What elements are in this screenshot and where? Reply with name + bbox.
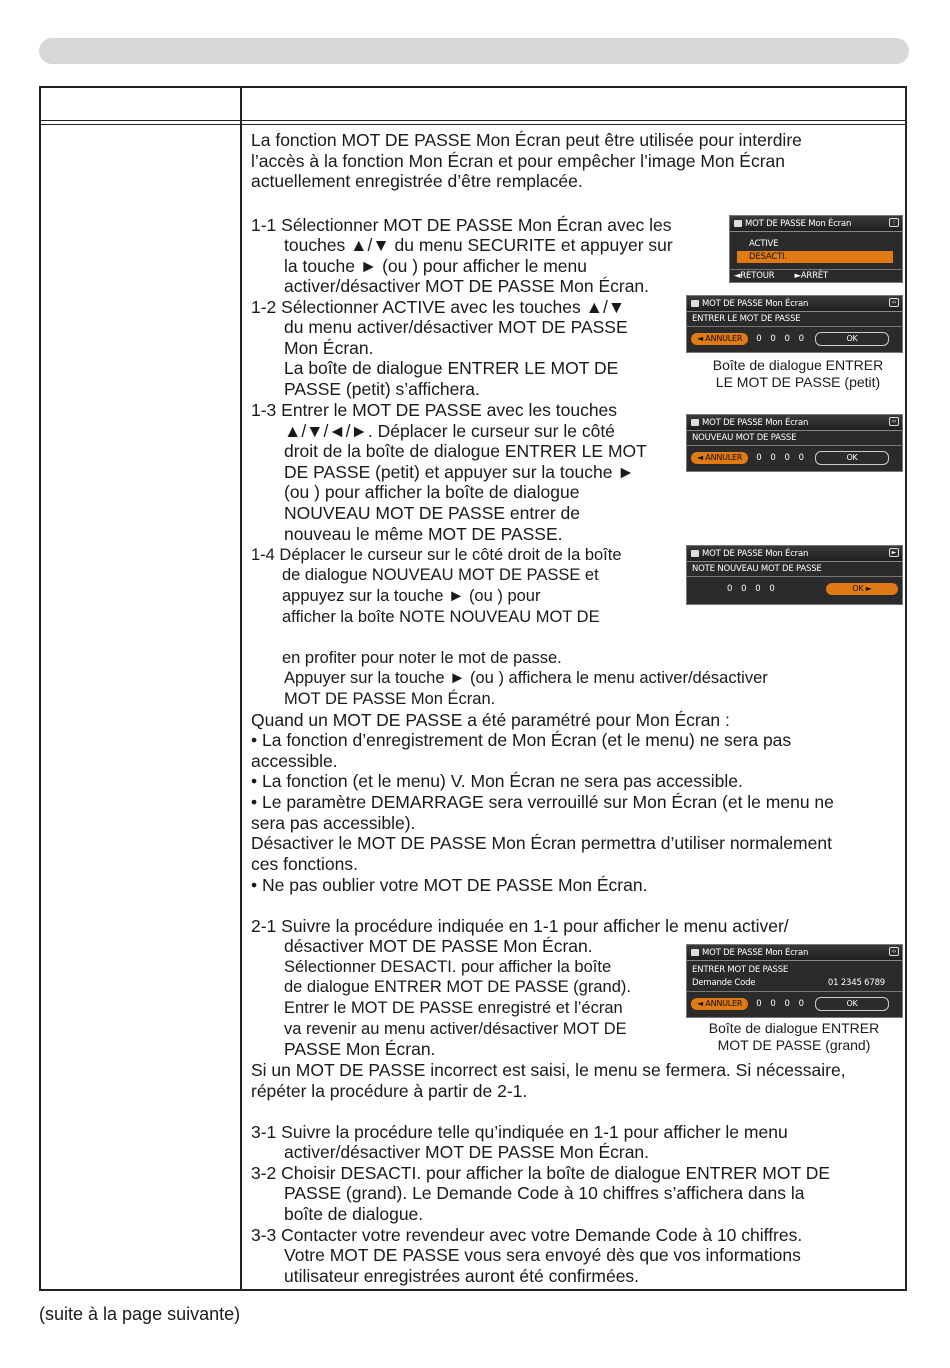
step-line: NOUVEAU MOT DE PASSE entrer de	[284, 503, 580, 523]
osd-ok: OK	[815, 997, 889, 1011]
osd-enter-label: ENTRER LE MOT DE PASSE	[687, 312, 902, 327]
caption-small-line: LE MOT DE PASSE (petit)	[715, 374, 881, 390]
header-row-divider	[39, 120, 907, 121]
step-1-2: 1-2 Sélectionner ACTIVE avec les touches ▲/▼	[251, 297, 626, 317]
step-line: désactiver MOT DE PASSE Mon Écran.	[284, 936, 593, 956]
step-line: appuyez sur la touche ► (ou ) pour	[282, 587, 541, 605]
step-line: PASSE (petit) s’affichera.	[284, 379, 480, 399]
osd-digits: 0 0 0 0	[756, 999, 808, 1009]
note-line: ces fonctions.	[251, 854, 358, 874]
caption-large-line: MOT DE PASSE (grand)	[717, 1037, 871, 1053]
step-line: touches ▲/▼ du menu SECURITE et appuyer sur	[284, 235, 673, 255]
lock-icon	[691, 419, 699, 426]
step-2-1: 2-1 Suivre la procédure indiquée en 1-1 pour afficher le menu activer/	[251, 916, 789, 936]
step-1-3: 1-3 Entrer le MOT DE PASSE avec les touches	[251, 400, 618, 420]
step-line: droit de la boîte de dialogue ENTRER LE MOT	[284, 441, 647, 461]
step-line: afficher la boîte NOTE NOUVEAU MOT DE	[282, 608, 600, 626]
osd-annuler: ◄ ANNULER	[691, 452, 748, 464]
menu-icon: ‹›	[889, 298, 899, 307]
header-bar	[39, 38, 909, 64]
step-line: boîte de dialogue.	[284, 1204, 424, 1224]
osd-menu-desact: DESACTI.	[737, 251, 893, 263]
osd-digits: 0 0 0 0	[756, 334, 808, 344]
step-line: DE PASSE (petit) et appuyer sur la touche ►	[284, 462, 635, 482]
step-1-4: 1-4 Déplacer le curseur sur le côté droit de la boîte	[251, 546, 622, 564]
step-line: ▲/▼/◄/►. Déplacer le curseur sur le côté	[284, 421, 615, 441]
column-divider	[240, 86, 242, 1291]
osd-ok: OK	[815, 332, 889, 346]
step-line: Votre MOT DE PASSE vous sera envoyé dès que vos informations	[284, 1245, 801, 1265]
step-line: Si un MOT DE PASSE incorrect est saisi, le menu se fermera. Si nécessaire,	[251, 1060, 846, 1080]
step-line: PASSE (grand). Le Demande Code à 10 chiffres s’affichera dans la	[284, 1183, 805, 1203]
osd-retour: ◄RETOUR	[734, 271, 775, 281]
note-line: • La fonction (et le menu) V. Mon Écran ne sera pas accessible.	[251, 771, 743, 791]
step-line: de dialogue ENTRER MOT DE PASSE (grand).	[284, 978, 631, 996]
menu-icon: ►	[889, 548, 899, 557]
osd-menu-screenshot	[729, 215, 903, 283]
caption-large-line: Boîte de dialogue ENTRER	[708, 1020, 880, 1036]
step-line: Sélectionner DESACTI. pour afficher la boîte	[284, 958, 612, 976]
step-line: de dialogue NOUVEAU MOT DE PASSE et	[282, 566, 599, 584]
step-line: va revenir au menu activer/désactiver MOT DE	[284, 1020, 627, 1038]
menu-icon: ‹›	[889, 947, 899, 956]
lock-icon	[691, 300, 699, 307]
osd-request-value: 01 2345 6789	[827, 978, 885, 988]
step-line: en profiter pour noter le mot de passe.	[282, 649, 562, 667]
step-3-3: 3-3 Contacter votre revendeur avec votre Demande Code à 10 chiffres.	[251, 1225, 803, 1245]
osd-ok: OK ►	[826, 583, 898, 595]
step-3-1: 3-1 Suivre la procédure telle qu’indiquée en 1-1 pour afficher le menu	[251, 1122, 788, 1142]
osd-request-label: Demande Code	[692, 978, 756, 988]
osd-note-new-password: MOT DE PASSE Mon Écran ► NOTE NOUVEAU MOT DE PASSE 0 0 0 0 OK ►	[686, 545, 903, 605]
note-line: accessible.	[251, 751, 338, 771]
osd-arret: ►ARRÊT	[794, 271, 828, 281]
step-line: nouveau le même MOT DE PASSE.	[284, 524, 563, 544]
intro-line: La fonction MOT DE PASSE Mon Écran peut être utilisée pour interdire	[251, 130, 802, 150]
caption-small-line: Boîte de dialogue ENTRER	[712, 357, 884, 373]
step-line: Mon Écran.	[284, 338, 374, 358]
continued-note: (suite à la page suivante)	[39, 1304, 241, 1324]
step-line: activer/désactiver MOT DE PASSE Mon Écran.	[284, 1142, 650, 1162]
lock-icon	[734, 220, 742, 227]
menu-icon: ‹›	[889, 417, 899, 426]
step-line: (ou ) pour afficher la boîte de dialogue	[284, 482, 580, 502]
note-line: • Le paramètre DEMARRAGE sera verrouillé sur Mon Écran (et le menu ne	[251, 792, 834, 812]
osd-enter-password-small: MOT DE PASSE Mon Écran ‹› ENTRER LE MOT DE PASSE ◄ ANNULER 0 0 0 0 OK	[686, 295, 903, 353]
osd-new-password: MOT DE PASSE Mon Écran ‹› NOUVEAU MOT DE PASSE ◄ ANNULER 0 0 0 0 OK	[686, 414, 903, 472]
note-line: • Ne pas oublier votre MOT DE PASSE Mon Écran.	[251, 875, 648, 895]
step-line: MOT DE PASSE Mon Écran.	[284, 690, 496, 708]
osd-menu-active: ACTIVE	[749, 239, 779, 249]
step-3-2: 3-2 Choisir DESACTI. pour afficher la boîte de dialogue ENTRER MOT DE	[251, 1163, 831, 1183]
osd-enter-password-large: MOT DE PASSE Mon Écran ‹› ENTRER MOT DE PASSE Demande Code 01 2345 6789 ◄ ANNULER 0 0 0 0 OK	[686, 944, 903, 1018]
step-line: La boîte de dialogue ENTRER LE MOT DE	[284, 358, 619, 378]
osd-digits: 0 0 0 0	[756, 453, 808, 463]
lock-icon	[691, 949, 699, 956]
note-line: Quand un MOT DE PASSE a été paramétré pour Mon Écran :	[251, 710, 730, 730]
step-line: utilisateur enregistrées auront été confirmées.	[284, 1266, 640, 1286]
step-1-1: 1-1 Sélectionner MOT DE PASSE Mon Écran avec les	[251, 215, 672, 235]
osd-title: MOT DE PASSE Mon Écran	[745, 218, 852, 229]
step-line: Entrer le MOT DE PASSE enregistré et l’écran	[284, 999, 623, 1017]
step-line: Appuyer sur la touche ► (ou ) affichera le menu activer/désactiver	[284, 669, 768, 687]
osd-ok: OK	[815, 451, 889, 465]
note-line: sera pas accessible).	[251, 813, 416, 833]
note-line: • La fonction d’enregistrement de Mon Écran (et le menu) ne sera pas	[251, 730, 792, 750]
step-line: du menu activer/désactiver MOT DE PASSE	[284, 317, 628, 337]
step-line: répéter la procédure à partir de 2-1.	[251, 1081, 528, 1101]
step-line: activer/désactiver MOT DE PASSE Mon Écran.	[284, 276, 650, 296]
osd-note-label: NOTE NOUVEAU MOT DE PASSE	[687, 562, 902, 577]
intro-line: l’accès à la fonction Mon Écran et pour empêcher l’image Mon Écran	[251, 151, 786, 171]
osd-enter-large-label: ENTRER MOT DE PASSE	[692, 965, 789, 975]
note-line: Désactiver le MOT DE PASSE Mon Écran permettra d’utiliser normalement	[251, 833, 832, 853]
intro-line: actuellement enregistrée d’être remplacée.	[251, 171, 583, 191]
osd-digits: 0 0 0 0	[727, 584, 778, 594]
header-row-divider-2	[39, 124, 907, 125]
lock-icon	[691, 550, 699, 557]
osd-annuler: ◄ ANNULER	[691, 998, 748, 1010]
menu-icon: ⋮	[889, 218, 899, 227]
step-line: PASSE Mon Écran.	[284, 1039, 436, 1059]
osd-new-label: NOUVEAU MOT DE PASSE	[687, 431, 902, 446]
step-line: la touche ► (ou ) pour afficher le menu	[284, 256, 587, 276]
osd-annuler: ◄ ANNULER	[691, 333, 748, 345]
